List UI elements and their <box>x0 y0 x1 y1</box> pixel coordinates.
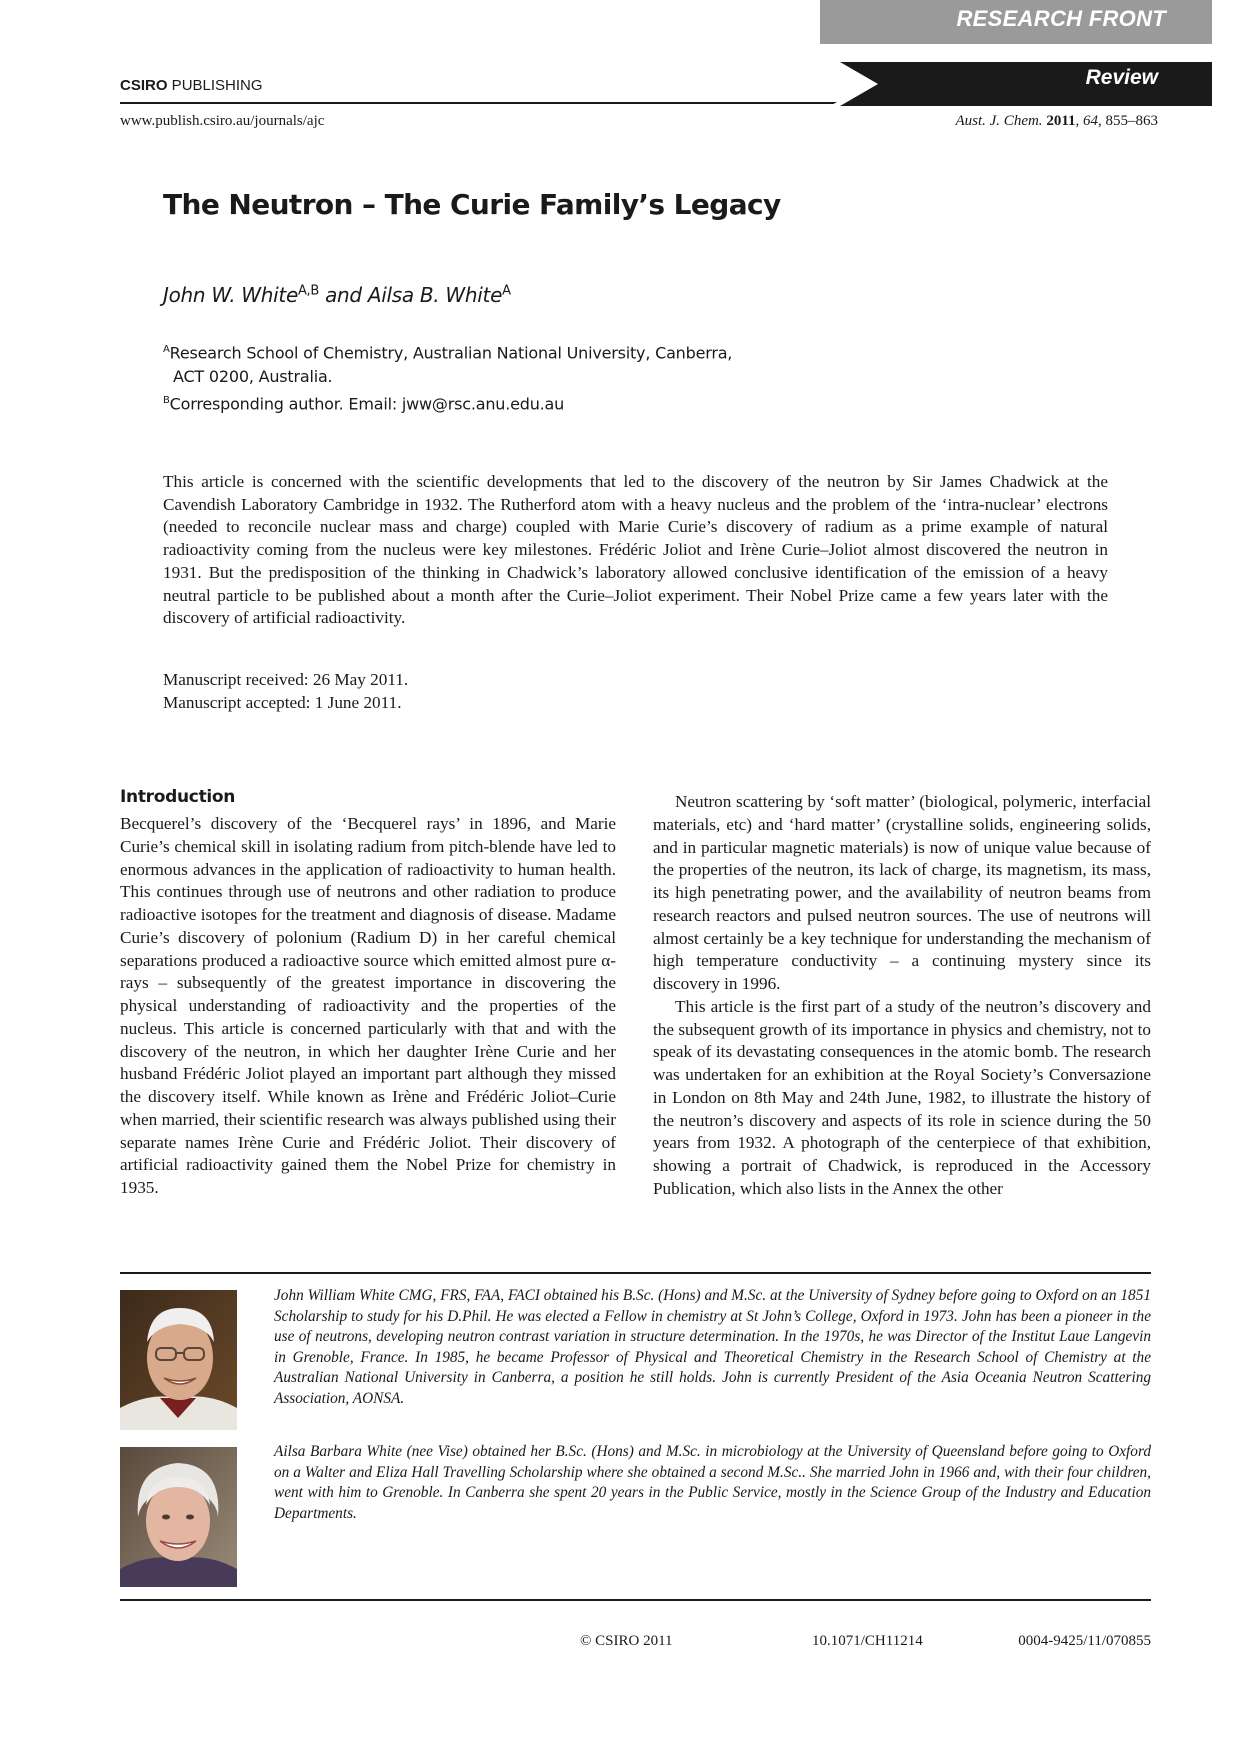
citation-pages: , 855–863 <box>1098 113 1158 129</box>
citation-volume: 64 <box>1083 113 1098 129</box>
body-paragraph: Neutron scattering by ‘soft matter’ (biological, polymeric, interfacial materials, etc) and ‘hard matter’ (crystalline solids, engineering solids, and in particular magnetic materials) is now of unique value because of the properties of the neutron, its lack of charge, its magnetism, its mass, its high penetrating power, and the availability of neutron beams from research reactors and pulsed neutron sources. The use of neutrons will almost certainly be a key technique for understanding the mechanism of high temperature conductivity – a continuing mystery since its discovery in 1996. <box>653 792 1151 993</box>
body-paragraph: This article is the first part of a study of the neutron’s discovery and the subsequent growth of its importance in physics and chemistry, not to speak of its devastating consequences in the atomic bomb. The research was undertaken for an exhibition at the Royal Society’s Conversazione in London on 8th May and 24th June, 1982, to illustrate the history of the neutron’s discovery and aspects of its role in science during the 50 years from 1932. A photograph of the centerpiece of that exhibition, showing a portrait of Chadwick, is reproduced in the Accessory Publication, which also lists in the Annex the other <box>653 996 1151 1198</box>
research-front-banner: RESEARCH FRONT <box>820 0 1212 44</box>
publisher-name <box>120 77 263 94</box>
manuscript-dates <box>163 669 408 714</box>
author-photo-ailsa-white <box>120 1447 237 1587</box>
author-1-affil-marker: A,B <box>297 283 320 299</box>
journal-url-link[interactable]: www.publish.csiro.au/journals/ajc <box>120 113 325 129</box>
body-column-right <box>653 791 1151 1201</box>
affiliations <box>163 338 732 417</box>
abstract: This article is concerned with the scientific developments that led to the discovery of the neutron by Sir James Chadwick at the Cavendish Laboratory Cambridge in 1932. The Rutherford atom with a heavy nucleus and the problem of the ‘intra-nuclear’ electrons (needed to reconcile nuclear mass and charge) coupled with Marie Curie’s discovery of radium as a prime example of natural radioactivity coming from the nucleus were key milestones. Frédéric Joliot and Irène Curie–Joliot almost discovered the neutron in 1931. But the predisposition of the thinking in Chadwick’s laboratory allowed conclusive identification of the emission of a heavy neutral particle to be published about a month after the Curie–Joliot experiment. Their Nobel Prize came a few years later with the discovery of artificial radioactivity. <box>163 472 1108 628</box>
affiliation-a-marker: A <box>163 344 170 355</box>
citation-journal: Aust. J. Chem. <box>955 113 1043 129</box>
affiliation-b <box>163 389 732 416</box>
footer-copyright: © CSIRO 2011 <box>580 1633 673 1649</box>
citation-year: 2011 <box>1046 113 1076 129</box>
body-paragraph: Becquerel’s discovery of the ‘Becquerel rays’ in 1896, and Marie Curie’s chemical skill in isolating radium from pitch-blende have led to enormous advances in the application of radioactivity to human health. This continues through use of neutrons and other radiation to produce radioactive isotopes for the treatment and diagnosis of disease. Madame Curie’s discovery of polonium (Radium D) in her careful chemical separations produced a radioactive source which emitted almost pure α-rays – subsequently of the greatest importance in discovering the physical understanding of radioactivity and the properties of the nucleus. This article is concerned particularly with that and with the discovery of the neutron, in which her daughter Irène Curie and her husband Frédéric Joliot played an important part although they missed the discovery itself. While known as Irène and Frédéric Joliot–Curie when married, their scientific research was always published using their separate names Irène Curie and Frédéric Joliot. Their discovery of artificial radioactivity gained them the Nobel Prize for chemistry in 1935. <box>120 814 616 1197</box>
header-rule <box>120 102 880 104</box>
author-photo-ailsa-white-image <box>120 1447 237 1587</box>
bio-section-bottom-rule <box>120 1599 1151 1601</box>
author-2: and Ailsa B. White <box>319 283 503 307</box>
article-type-bar <box>830 58 1212 106</box>
bio-john-white: John William White CMG, FRS, FAA, FACI obtained his B.Sc. (Hons) and M.Sc. at the University of Sydney before going to Oxford on an 1851 Scholarship to study for his D.Phil. He was elected a Fellow in chemistry at St John’s College, Oxford in 1973. John has been a pioneer in the use of neutrons, developing neutron contrast variation in structure determination. In the 1970s, he was Director of the Institut Laue Langevin in Grenoble, France. In 1985, he became Professor of Physical and Theoretical Chemistry in the Research School of Chemistry at the Australian National University in Canberra, a position he still holds. John is currently President of the Asia Oceania Neutron Scattering Association, AONSA. <box>274 1287 1151 1407</box>
footer-issn: 0004-9425/11/070855 <box>1018 1633 1151 1649</box>
author-list <box>163 283 511 307</box>
publisher-name-bold: CSIRO <box>120 77 168 94</box>
affiliation-a-line1: Research School of Chemistry, Australian National University, Canberra, <box>169 343 733 363</box>
author-2-affil-marker: A <box>502 283 511 299</box>
affiliation-b-marker: B <box>163 395 170 407</box>
author-photo-john-white <box>120 1290 237 1430</box>
manuscript-accepted: Manuscript accepted: 1 June 2011. <box>163 692 402 712</box>
citation: Aust. J. Chem. 2011, 64, 855–863 <box>955 113 1158 129</box>
article-title: The Neutron – The Curie Family’s Legacy <box>163 188 781 221</box>
body-column-left <box>120 813 616 1200</box>
affiliation-a <box>163 338 732 365</box>
section-heading-introduction: Introduction <box>120 787 236 807</box>
author-1: John W. White <box>163 283 298 307</box>
manuscript-received: Manuscript received: 26 May 2011. <box>163 670 409 689</box>
publisher-name-rest: PUBLISHING <box>167 77 263 94</box>
corresponding-author-email[interactable]: Corresponding author. Email: jww@rsc.anu.edu.au <box>169 394 565 414</box>
article-type-label: Review <box>1085 66 1158 89</box>
footer-doi-link[interactable]: 10.1071/CH11214 <box>812 1633 923 1649</box>
bio-ailsa-white: Ailsa Barbara White (nee Vise) obtained her B.Sc. (Hons) and M.Sc. in microbiology at the University of Queensland before going to Oxford on a Walter and Eliza Hall Travelling Scholarship where she obtained a second M.Sc.. She married John in 1966 and, with their four children, went with him to Grenoble. In Canberra she spent 20 years in the Public Service, mostly in the Science Group of the Industry and Education Departments. <box>274 1443 1151 1522</box>
affiliation-a-line2: ACT 0200, Australia. <box>173 367 333 387</box>
bio-section-top-rule <box>120 1272 1151 1274</box>
author-photo-john-white-image <box>120 1290 237 1430</box>
